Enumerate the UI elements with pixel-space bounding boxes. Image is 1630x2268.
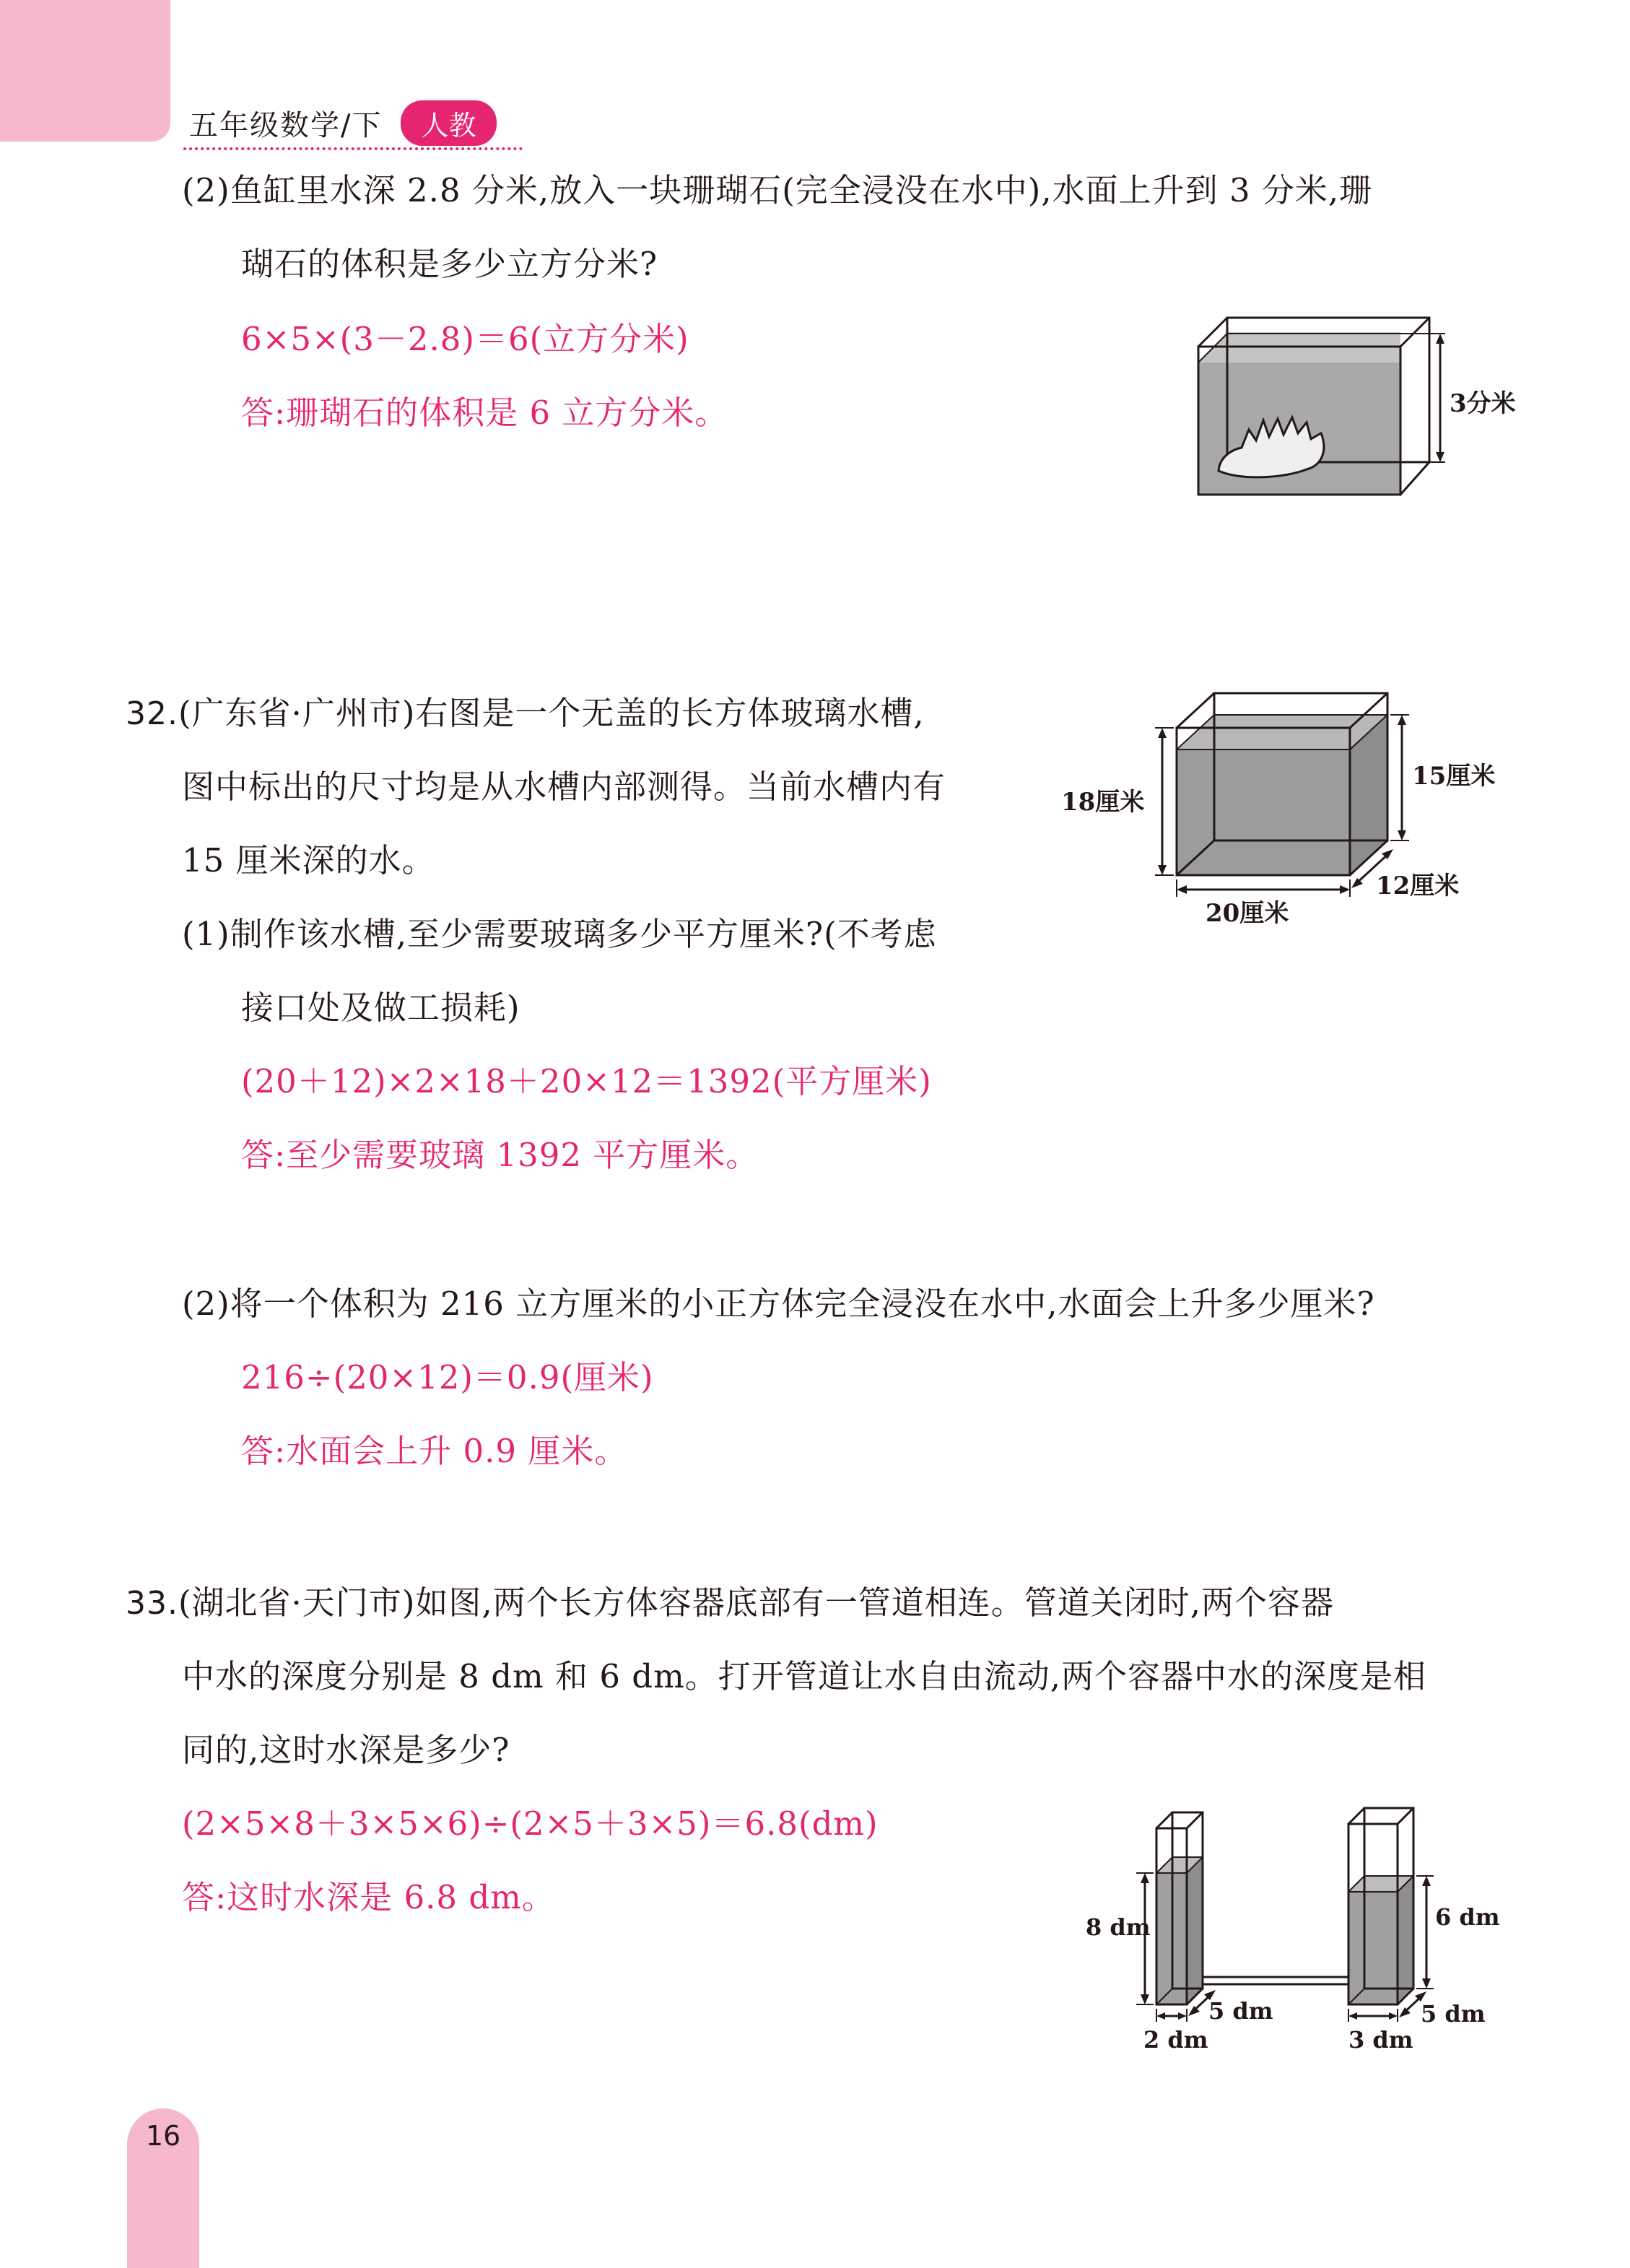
q31-part2-question-line1: (2)鱼缸里水深 2.8 分米,放入一块珊瑚石(完全浸没在水中),水面上升到 3 分米,珊 <box>182 171 1373 209</box>
q33-number: 33. <box>126 1585 178 1622</box>
left-depth-label: 5 dm <box>1208 1997 1273 2025</box>
q33-line2: 中水的深度分别是 8 dm 和 6 dm。打开管道让水自由流动,两个容器中水的深度是相 <box>182 1657 1427 1695</box>
q32-part2-answer: 答:水面会上升 0.9 厘米。 <box>241 1432 628 1470</box>
q31-part2-answer: 答:珊瑚石的体积是 6 立方分米。 <box>241 394 728 432</box>
tank-depth-12-label: 12厘米 <box>1376 872 1460 900</box>
q32-part1-line2: 接口处及做工损耗) <box>241 989 520 1027</box>
connected-containers-figure <box>1076 1798 1523 2072</box>
q33-line1-text: (湖北省·天门市)如图,两个长方体容器底部有一管道相连。管道关闭时,两个容器 <box>178 1583 1335 1622</box>
q33-answer: 答:这时水深是 6.8 dm。 <box>182 1878 555 1916</box>
q32-line2: 图中标出的尺寸均是从水槽内部测得。当前水槽内有 <box>182 768 946 806</box>
water-depth-15-label: 15厘米 <box>1412 762 1496 791</box>
tank-height-18-label: 18厘米 <box>1061 788 1145 817</box>
tank-width-20-label: 20厘米 <box>1206 899 1289 928</box>
q32-line3: 15 厘米深的水。 <box>182 841 435 879</box>
page-number: 16 <box>145 2120 181 2152</box>
tank-height-label: 3分米 <box>1450 389 1516 418</box>
page-header <box>189 94 497 152</box>
right-width-label: 3 dm <box>1348 2026 1413 2054</box>
header-divider <box>183 147 523 150</box>
q32-part2-question: (2)将一个体积为 216 立方厘米的小正方体完全浸没在水中,水面会上升多少厘米? <box>182 1285 1375 1323</box>
q32-part2-solution: 216÷(20×12)＝0.9(厘米) <box>241 1358 654 1396</box>
glass-tank-figure <box>1054 686 1545 931</box>
q32-line1 <box>126 692 925 736</box>
q32-part1-answer: 答:至少需要玻璃 1392 平方厘米。 <box>241 1136 759 1174</box>
q33-line3: 同的,这时水深是多少? <box>182 1731 510 1769</box>
corner-tab-decoration <box>0 0 170 142</box>
right-depth-label: 5 dm <box>1421 2000 1486 2028</box>
q31-part2-question-line2: 瑚石的体积是多少立方分米? <box>241 245 658 283</box>
q33-solution: (2×5×8＋3×5×6)÷(2×5＋3×5)＝6.8(dm) <box>182 1804 879 1843</box>
q31-part2-solution: 6×5×(3－2.8)＝6(立方分米) <box>241 320 689 358</box>
left-height-label: 8 dm <box>1086 1913 1151 1941</box>
right-height-label: 6 dm <box>1435 1903 1500 1931</box>
q32-line1-text: (广东省·广州市)右图是一个无盖的长方体玻璃水槽, <box>178 694 925 732</box>
edition-badge: 人教 <box>401 100 496 146</box>
header-title: 五年级数学/下 <box>189 108 383 142</box>
q32-part1-solution: (20＋12)×2×18＋20×12＝1392(平方厘米) <box>241 1062 932 1100</box>
fish-tank-figure <box>1184 310 1516 505</box>
q32-part1-line1: (1)制作该水槽,至少需要玻璃多少平方厘米?(不考虑 <box>182 915 937 953</box>
left-width-label: 2 dm <box>1143 2026 1208 2054</box>
q32-number: 32. <box>126 695 178 732</box>
q33-line1 <box>126 1581 1334 1625</box>
